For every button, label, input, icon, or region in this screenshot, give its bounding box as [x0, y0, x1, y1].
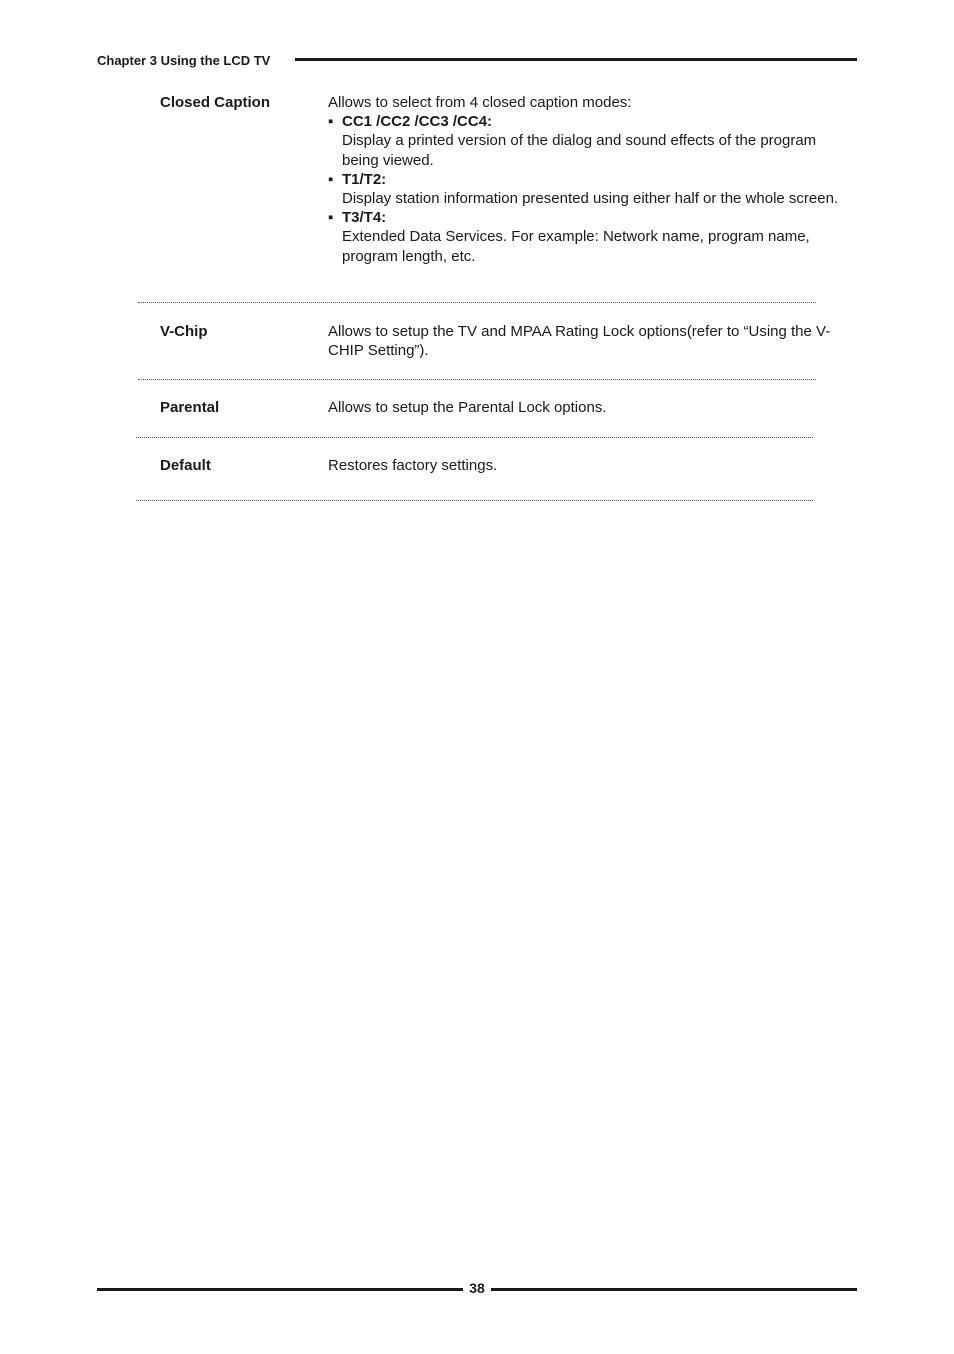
option-text: Extended Data Services. For example: Network name, program name, program length, etc.: [342, 228, 810, 265]
bullet-icon: ▪: [328, 209, 334, 227]
setting-label-default: Default: [160, 457, 211, 474]
setting-description-closed-caption: [328, 93, 848, 266]
footer-rule-left: [97, 1288, 463, 1291]
row-divider: [136, 437, 813, 438]
option-title: CC1 /CC2 /CC3 /CC4:: [342, 113, 493, 131]
setting-description-default: Restores factory settings.: [328, 457, 498, 474]
row-divider: [138, 302, 816, 303]
page-header: [97, 52, 857, 70]
option-text: Display a printed version of the dialog and sound effects of the program being viewed.: [342, 132, 817, 169]
closed-caption-intro: Allows to select from 4 closed caption modes:: [328, 94, 632, 111]
closed-caption-option-xds: [328, 208, 848, 266]
page-number: 38: [469, 1280, 485, 1296]
option-text: Display station information presented using either half or the whole screen.: [342, 190, 839, 208]
closed-caption-option-cc: [328, 112, 848, 170]
option-title: T3/T4:: [342, 209, 387, 227]
setting-description-v-chip: Allows to setup the TV and MPAA Rating Lock options(refer to “Using the V-CHIP Setting”).: [328, 323, 831, 360]
bullet-icon: ▪: [328, 170, 334, 188]
header-rule: [295, 58, 857, 61]
closed-caption-option-text: [328, 170, 848, 208]
chapter-title: Chapter 3 Using the LCD TV: [97, 53, 271, 68]
row-divider: [136, 500, 813, 501]
footer-rule-right: [491, 1288, 857, 1291]
setting-description-parental: Allows to setup the Parental Lock options.: [328, 399, 607, 416]
row-divider: [138, 379, 816, 380]
option-title: T1/T2:: [342, 170, 387, 188]
setting-label-closed-caption: Closed Caption: [160, 94, 271, 111]
setting-label-parental: Parental: [160, 399, 220, 416]
bullet-icon: ▪: [328, 113, 334, 131]
setting-label-v-chip: V-Chip: [160, 323, 208, 340]
